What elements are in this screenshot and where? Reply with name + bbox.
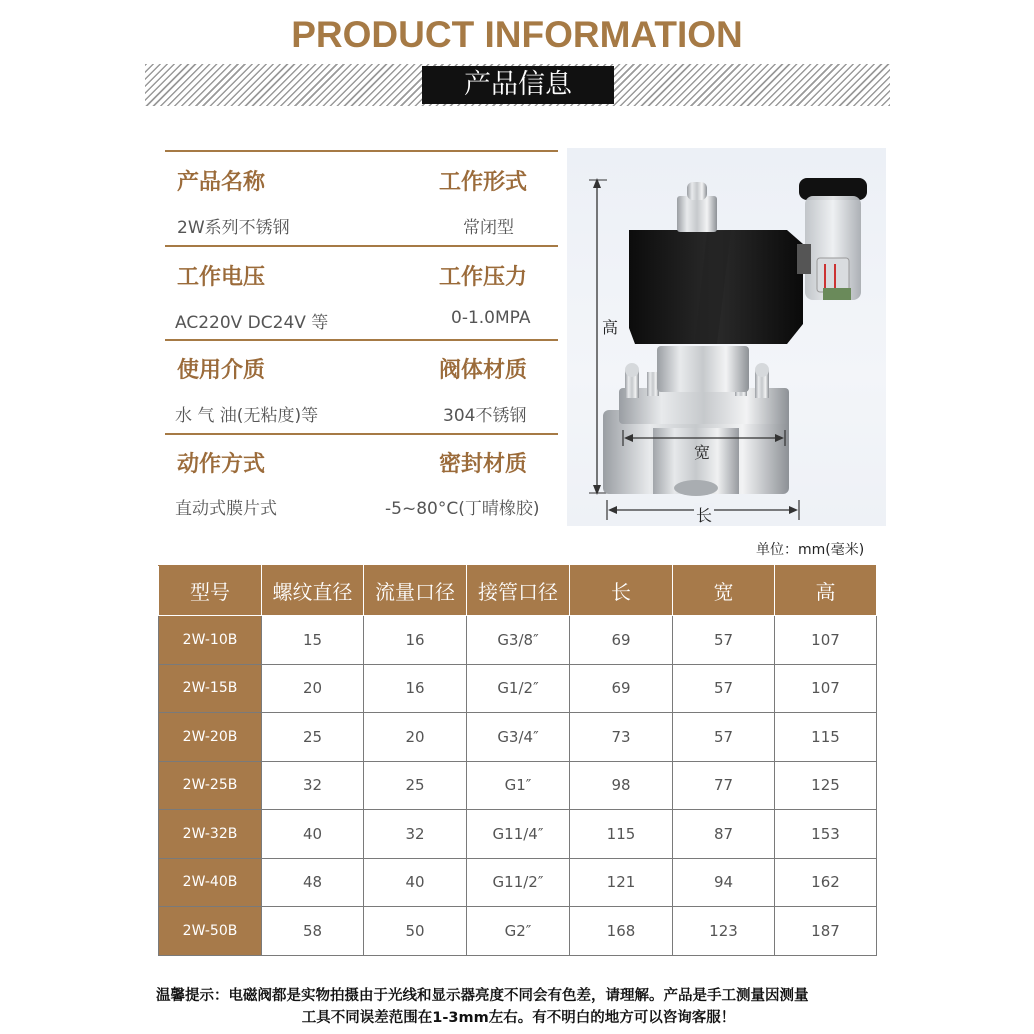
footer-line-2: 工具不同误差范围在1-3mm左右。有不明白的地方可以咨询客服！ [301, 1010, 736, 1026]
cell-length: 168 [570, 907, 673, 956]
cell-flow: 20 [364, 713, 467, 762]
table-row [159, 761, 877, 810]
info-label-body-material: 阀体材质 [439, 358, 528, 383]
table-row [159, 616, 877, 665]
header-flow-diameter: 流量口径 [364, 566, 467, 616]
info-label-medium: 使用介质 [177, 358, 266, 383]
info-label-pressure: 工作压力 [439, 265, 528, 290]
cell-length: 121 [570, 858, 673, 907]
cell-thread: 58 [262, 907, 364, 956]
cell-pipe: G1/2″ [467, 664, 570, 713]
cell-model: 2W-10B [159, 616, 262, 665]
info-value-pressure: 0-1.0MPA [451, 308, 531, 328]
cell-height: 153 [775, 810, 877, 859]
cell-pipe: G3/4″ [467, 713, 570, 762]
info-label-voltage: 工作电压 [177, 265, 266, 290]
info-label-seal-material: 密封材质 [439, 452, 528, 477]
info-value-medium: 水 气 油(无粘度)等 [175, 406, 319, 426]
cell-model: 2W-50B [159, 907, 262, 956]
info-value-action-mode: 直动式膜片式 [175, 499, 277, 519]
table-row [159, 810, 877, 859]
footer-line-1: 温馨提示：电磁阀都是实物拍摄由于光线和显示器亮度不同会有色差，请理解。产品是手工测量因测量 [156, 988, 809, 1004]
info-divider [165, 339, 558, 341]
cell-height: 107 [775, 664, 877, 713]
info-divider [165, 433, 558, 435]
cell-height: 187 [775, 907, 877, 956]
cell-length: 69 [570, 616, 673, 665]
cell-width: 77 [673, 761, 775, 810]
cell-pipe: G11/2″ [467, 858, 570, 907]
cell-length: 115 [570, 810, 673, 859]
cell-model: 2W-32B [159, 810, 262, 859]
page-title-en: PRODUCT INFORMATION [291, 14, 743, 55]
header-length: 长 [570, 566, 673, 616]
cell-width: 57 [673, 713, 775, 762]
info-value-seal-material: -5~80°C(丁晴橡胶) [385, 499, 540, 519]
info-divider [165, 245, 558, 247]
cell-thread: 48 [262, 858, 364, 907]
cell-width: 123 [673, 907, 775, 956]
cell-flow: 32 [364, 810, 467, 859]
cell-flow: 16 [364, 664, 467, 713]
page-title-cn: 产品信息 [422, 66, 614, 104]
info-label-work-form: 工作形式 [439, 170, 528, 195]
header-height: 高 [775, 566, 877, 616]
info-label-action-mode: 动作方式 [177, 452, 266, 477]
cell-thread: 15 [262, 616, 364, 665]
info-value-product-name: 2W系列不锈钢 [177, 218, 290, 238]
table-row [159, 713, 877, 762]
cell-thread: 32 [262, 761, 364, 810]
cell-length: 69 [570, 664, 673, 713]
footer-notice [156, 985, 881, 1029]
cell-flow: 50 [364, 907, 467, 956]
height-label: 高 [602, 318, 619, 337]
cell-flow: 25 [364, 761, 467, 810]
cell-width: 87 [673, 810, 775, 859]
cell-pipe: G1″ [467, 761, 570, 810]
cell-width: 94 [673, 858, 775, 907]
length-label: 长 [694, 503, 714, 526]
cell-thread: 40 [262, 810, 364, 859]
info-value-voltage: AC220V DC24V 等 [175, 313, 329, 333]
product-photo [567, 148, 886, 526]
cell-model: 2W-15B [159, 664, 262, 713]
cell-length: 73 [570, 713, 673, 762]
unit-note: 单位：mm(毫米) [756, 542, 865, 558]
table-row [159, 907, 877, 956]
cell-thread: 20 [262, 664, 364, 713]
table-row [159, 858, 877, 907]
info-value-body-material: 304不锈钢 [443, 406, 527, 426]
table-row [159, 664, 877, 713]
header-pipe-size: 接管口径 [467, 566, 570, 616]
cell-thread: 25 [262, 713, 364, 762]
cell-pipe: G11/4″ [467, 810, 570, 859]
cell-flow: 16 [364, 616, 467, 665]
info-value-work-form: 常闭型 [463, 218, 514, 238]
cell-model: 2W-40B [159, 858, 262, 907]
header-model: 型号 [159, 566, 262, 616]
cell-model: 2W-20B [159, 713, 262, 762]
cell-width: 57 [673, 664, 775, 713]
spec-table [158, 565, 877, 956]
info-divider [165, 150, 558, 152]
cell-height: 162 [775, 858, 877, 907]
width-label: 宽 [694, 443, 711, 462]
spec-table-header-row [159, 566, 877, 616]
cell-height: 107 [775, 616, 877, 665]
info-label-product-name: 产品名称 [177, 170, 266, 195]
cell-width: 57 [673, 616, 775, 665]
cell-pipe: G2″ [467, 907, 570, 956]
cell-height: 125 [775, 761, 877, 810]
header-thread-diameter: 螺纹直径 [262, 566, 364, 616]
cell-pipe: G3/8″ [467, 616, 570, 665]
cell-model: 2W-25B [159, 761, 262, 810]
cell-flow: 40 [364, 858, 467, 907]
header-width: 宽 [673, 566, 775, 616]
cell-height: 115 [775, 713, 877, 762]
cell-length: 98 [570, 761, 673, 810]
